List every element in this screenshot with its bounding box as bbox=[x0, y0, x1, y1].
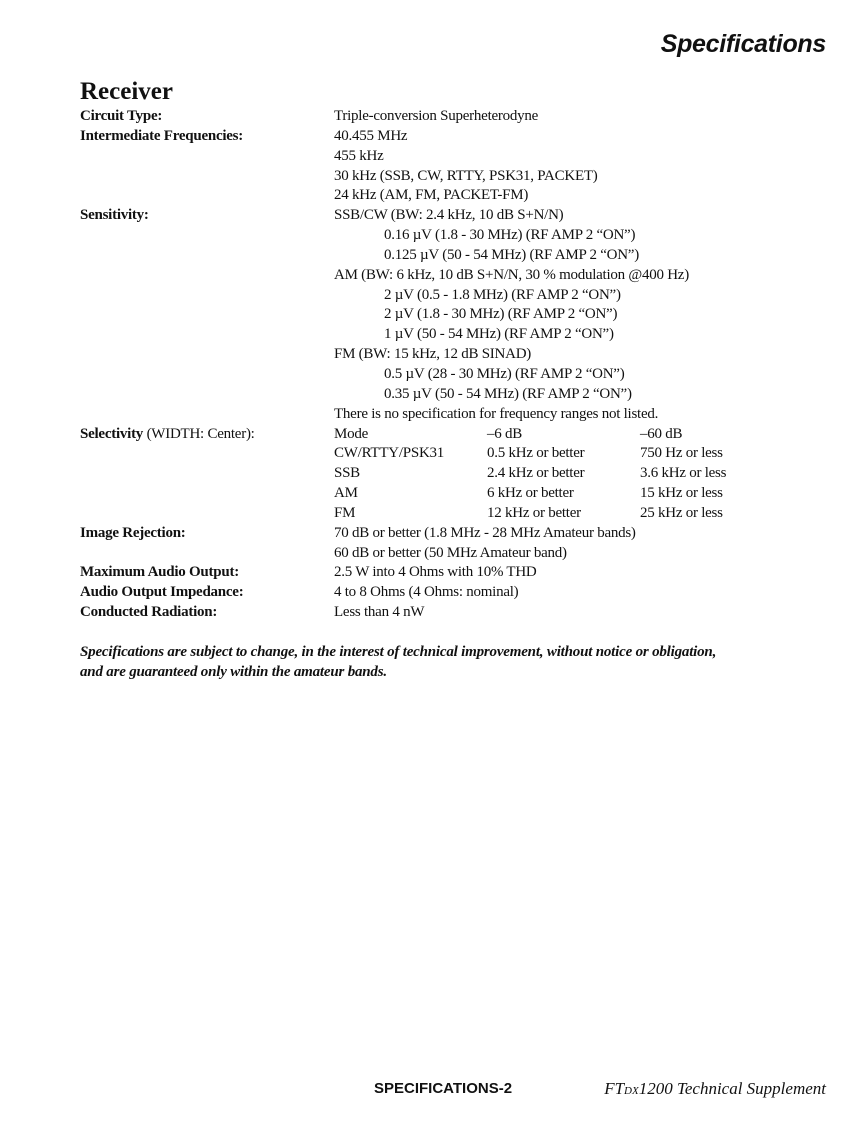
spec-image-rejection bbox=[80, 524, 840, 544]
table-row bbox=[80, 504, 840, 524]
table-header: –6 dB bbox=[487, 425, 523, 442]
spec-value: 1 µV (50 - 54 MHz) (RF AMP 2 “ON”) bbox=[384, 326, 614, 343]
table-cell: 12 kHz or better bbox=[487, 504, 581, 521]
spec-value: 0.35 µV (50 - 54 MHz) (RF AMP 2 “ON”) bbox=[384, 385, 632, 402]
table-cell: 6 kHz or better bbox=[487, 485, 574, 502]
spec-label-suffix: (WIDTH: Center): bbox=[143, 425, 255, 442]
table-cell: 2.4 kHz or better bbox=[487, 465, 585, 482]
page-header-title: Specifications bbox=[660, 30, 826, 58]
spec-value: 70 dB or better (1.8 MHz - 28 MHz Amateur bands) bbox=[334, 524, 636, 541]
spec-list bbox=[80, 107, 840, 623]
disclaimer-line: and are guaranteed only within the amateur bands. bbox=[80, 663, 387, 680]
table-header: Mode bbox=[334, 425, 368, 442]
table-header: –60 dB bbox=[640, 425, 683, 442]
spec-label: Intermediate Frequencies: bbox=[80, 127, 244, 144]
spec-value: SSB/CW (BW: 2.4 kHz, 10 dB S+N/N) bbox=[334, 207, 564, 224]
disclaimer-line: Specifications are subject to change, in the interest of technical improvement, without notice or obligation, bbox=[80, 644, 717, 660]
spec-label: Sensitivity: bbox=[80, 207, 149, 224]
selectivity-header bbox=[334, 425, 682, 445]
spec-max-audio bbox=[80, 563, 840, 583]
spec-note: There is no specification for frequency ranges not listed. bbox=[334, 405, 659, 422]
page-number: SPECIFICATIONS-2 bbox=[374, 1080, 513, 1097]
table-cell: SSB bbox=[334, 465, 360, 482]
table-cell: 750 Hz or less bbox=[640, 445, 723, 462]
spec-value: 40.455 MHz bbox=[334, 127, 408, 144]
doc-title-dx: DX bbox=[624, 1085, 639, 1097]
spec-conducted bbox=[80, 603, 840, 623]
document-title bbox=[604, 1079, 826, 1099]
spec-value: 60 dB or better (50 MHz Amateur band) bbox=[334, 544, 567, 561]
spec-value: Triple-conversion Superheterodyne bbox=[334, 108, 539, 124]
disclaimer bbox=[80, 643, 840, 682]
table-cell: 3.6 kHz or less bbox=[640, 465, 727, 482]
spec-if bbox=[80, 127, 840, 147]
spec-label: Maximum Audio Output: bbox=[80, 564, 239, 581]
table-cell: 15 kHz or less bbox=[640, 485, 723, 502]
table-cell: FM bbox=[334, 504, 356, 521]
spec-selectivity bbox=[80, 425, 840, 445]
spec-impedance bbox=[80, 583, 840, 603]
spec-value: 455 kHz bbox=[334, 147, 384, 164]
spec-value: 2.5 W into 4 Ohms with 10% THD bbox=[334, 564, 537, 581]
table-row bbox=[80, 444, 840, 464]
table-cell: AM bbox=[334, 485, 358, 502]
spec-label: Selectivity bbox=[80, 425, 144, 442]
spec-value: 30 kHz (SSB, CW, RTTY, PSK31, PACKET) bbox=[334, 167, 598, 184]
table-cell: 25 kHz or less bbox=[640, 504, 723, 521]
table-row bbox=[80, 464, 840, 484]
table-cell: 0.5 kHz or better bbox=[487, 445, 585, 462]
spec-circuit-type bbox=[80, 107, 840, 127]
spec-label: Audio Output Impedance: bbox=[80, 584, 244, 601]
spec-value: Less than 4 nW bbox=[334, 604, 425, 621]
spec-label: Circuit Type: bbox=[80, 108, 163, 124]
spec-label: Conducted Radiation: bbox=[80, 604, 218, 621]
spec-label: Image Rejection: bbox=[80, 524, 186, 541]
spec-value: 4 to 8 Ohms (4 Ohms: nominal) bbox=[334, 584, 519, 601]
spec-sensitivity bbox=[80, 206, 840, 226]
doc-title-ft: FT bbox=[604, 1079, 625, 1098]
spec-value: FM (BW: 15 kHz, 12 dB SINAD) bbox=[334, 346, 532, 363]
table-row bbox=[80, 484, 840, 504]
spec-value: 0.16 µV (1.8 - 30 MHz) (RF AMP 2 “ON”) bbox=[384, 227, 636, 244]
spec-value: AM (BW: 6 kHz, 10 dB S+N/N, 30 % modulation @400 Hz) bbox=[334, 266, 689, 283]
spec-value: 24 kHz (AM, FM, PACKET-FM) bbox=[334, 187, 529, 204]
spec-value: 0.5 µV (28 - 30 MHz) (RF AMP 2 “ON”) bbox=[384, 365, 625, 382]
table-cell: CW/RTTY/PSK31 bbox=[334, 445, 445, 462]
spec-value: 0.125 µV (50 - 54 MHz) (RF AMP 2 “ON”) bbox=[384, 246, 639, 263]
spec-value: 2 µV (0.5 - 1.8 MHz) (RF AMP 2 “ON”) bbox=[384, 286, 621, 303]
section-title: Receiver bbox=[80, 78, 173, 105]
spec-value: 2 µV (1.8 - 30 MHz) (RF AMP 2 “ON”) bbox=[384, 306, 618, 323]
doc-title-rest: 1200 Technical Supplement bbox=[638, 1079, 826, 1098]
